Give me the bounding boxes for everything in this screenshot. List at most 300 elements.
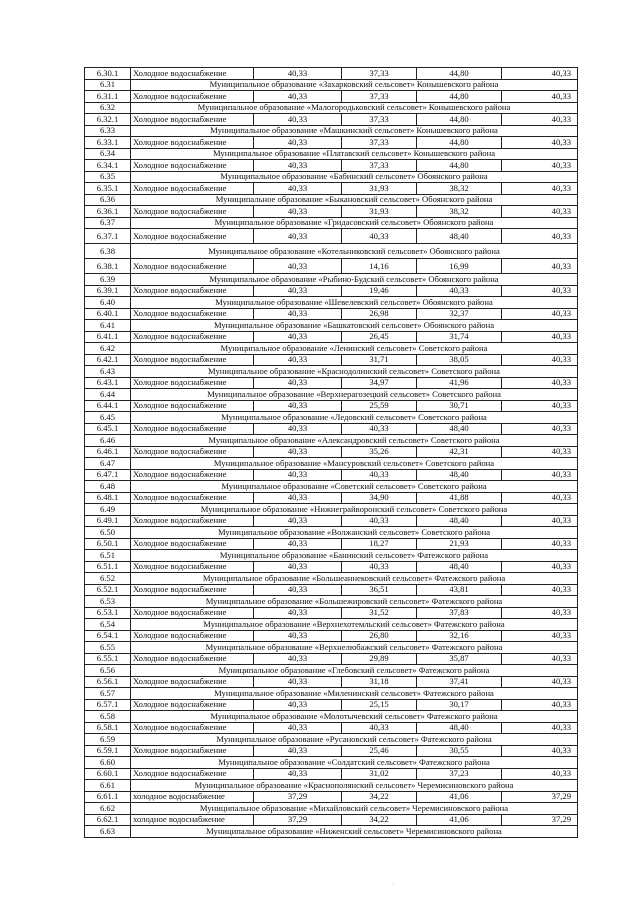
- tariff-row: [85, 538, 578, 550]
- tariff-value-2: 26,45: [342, 331, 417, 343]
- tariff-row: [85, 584, 578, 596]
- service-label: Холодное водоснабжение: [131, 653, 254, 665]
- tariff-value-3: 44,80: [417, 160, 502, 172]
- row-number: 6.55: [85, 642, 131, 654]
- municipality-title: Муниципальное образование «Бабинский сельсовет» Обоянского района: [131, 171, 578, 183]
- tariff-value-4: 40,33: [502, 400, 578, 412]
- service-label: Холодное водоснабжение: [131, 183, 254, 195]
- tariff-value-2: 35,26: [342, 446, 417, 458]
- tariff-value-3: 37,41: [417, 676, 502, 688]
- tariff-value-2: 31,93: [342, 206, 417, 218]
- row-number: 6.34: [85, 148, 131, 160]
- service-label: Холодное водоснабжение: [131, 331, 254, 343]
- tariff-value-1: 40,33: [254, 768, 342, 780]
- tariff-row: [85, 229, 578, 244]
- municipality-title: Муниципальное образование «Краснодолинский сельсовет» Советского района: [131, 366, 578, 378]
- tariff-row: [85, 515, 578, 527]
- row-number: 6.51.1: [85, 561, 131, 573]
- municipality-title: Муниципальное образование «Советский сельсовет» Советского района: [131, 481, 578, 493]
- municipality-title: Муниципальное образование «Башкатовский сельсовет» Обоянского района: [131, 320, 578, 332]
- service-label: Холодное водоснабжение: [131, 114, 254, 126]
- tariff-row: [85, 331, 578, 343]
- row-number: 6.49: [85, 504, 131, 516]
- row-number: 6.38: [85, 244, 131, 259]
- municipality-title: Муниципальное образование «Верхнехотемльский сельсовет» Фатежского района: [131, 619, 578, 631]
- tariff-value-3: 16,99: [417, 259, 502, 274]
- municipality-header-row: [85, 619, 578, 631]
- municipality-header-row: [85, 194, 578, 206]
- tariff-value-2: 37,33: [342, 160, 417, 172]
- service-label: Холодное водоснабжение: [131, 423, 254, 435]
- tariff-value-3: 41,88: [417, 492, 502, 504]
- tariff-value-2: 37,33: [342, 91, 417, 103]
- municipality-title: Муниципальное образование «Верхнерагозецкий сельсовет» Советского района: [131, 389, 578, 401]
- row-number: 6.58: [85, 711, 131, 723]
- tariff-value-1: 40,33: [254, 137, 342, 149]
- municipality-header-row: [85, 527, 578, 539]
- service-label: Холодное водоснабжение: [131, 259, 254, 274]
- tariff-value-1: 40,33: [254, 515, 342, 527]
- service-label: Холодное водоснабжение: [131, 722, 254, 734]
- tariff-value-1: 40,33: [254, 423, 342, 435]
- tariff-value-1: 40,33: [254, 630, 342, 642]
- tariff-row: [85, 400, 578, 412]
- tariff-value-1: 40,33: [254, 469, 342, 481]
- row-number: 6.62.1: [85, 814, 131, 826]
- service-label: холодное водоснабжение: [131, 814, 254, 826]
- row-number: 6.41: [85, 320, 131, 332]
- tariff-value-3: 41,06: [417, 791, 502, 803]
- row-number: 6.35: [85, 171, 131, 183]
- service-label: Холодное водоснабжение: [131, 492, 254, 504]
- tariff-row: [85, 183, 578, 195]
- municipality-title: Муниципальное образование «Молотычевский сельсовет» Фатежского района: [131, 711, 578, 723]
- municipality-header-row: [85, 642, 578, 654]
- municipality-header-row: [85, 217, 578, 229]
- municipality-title: Муниципальное образование «Солдатский сельсовет» Фатежского района: [131, 757, 578, 769]
- tariff-value-2: 25,15: [342, 699, 417, 711]
- row-number: 6.42.1: [85, 354, 131, 366]
- tariff-value-1: 40,33: [254, 722, 342, 734]
- tariff-value-4: 40,33: [502, 584, 578, 596]
- municipality-title: Муниципальное образование «Рыбино-Будский сельсовет» Обоянского района: [131, 274, 578, 286]
- tariff-value-2: 31,18: [342, 676, 417, 688]
- tariff-row: [85, 308, 578, 320]
- tariff-value-2: 37,33: [342, 137, 417, 149]
- tariff-value-4: 40,33: [502, 768, 578, 780]
- row-number: 6.38.1: [85, 259, 131, 274]
- tariff-value-1: 40,33: [254, 285, 342, 297]
- service-label: Холодное водоснабжение: [131, 68, 254, 80]
- tariff-value-1: 40,33: [254, 331, 342, 343]
- tariff-value-2: 31,93: [342, 183, 417, 195]
- service-label: Холодное водоснабжение: [131, 446, 254, 458]
- tariff-value-2: 34,22: [342, 814, 417, 826]
- tariff-value-4: 40,33: [502, 206, 578, 218]
- tariff-row: [85, 114, 578, 126]
- tariff-value-1: 40,33: [254, 308, 342, 320]
- tariff-value-2: 19,46: [342, 285, 417, 297]
- service-label: Холодное водоснабжение: [131, 561, 254, 573]
- tariff-value-2: 34,90: [342, 492, 417, 504]
- tariff-value-4: 37,29: [502, 814, 578, 826]
- tariff-value-1: 37,29: [254, 814, 342, 826]
- tariff-value-1: 40,33: [254, 114, 342, 126]
- tariff-value-4: 40,33: [502, 446, 578, 458]
- service-label: Холодное водоснабжение: [131, 538, 254, 550]
- municipality-header-row: [85, 389, 578, 401]
- municipality-title: Муниципальное образование «Малогородьковский сельсовет» Конышевского района: [131, 102, 578, 114]
- row-number: 6.31: [85, 79, 131, 91]
- tariff-row: [85, 377, 578, 389]
- municipality-title: Муниципальное образование «Глебовский сельсовет» Фатежского района: [131, 665, 578, 677]
- tariff-value-4: 40,33: [502, 354, 578, 366]
- row-number: 6.55.1: [85, 653, 131, 665]
- municipality-header-row: [85, 550, 578, 562]
- municipality-header-row: [85, 102, 578, 114]
- tariff-value-4: 40,33: [502, 229, 578, 244]
- tariff-value-1: 40,33: [254, 699, 342, 711]
- tariff-value-2: 34,22: [342, 791, 417, 803]
- tariff-value-3: 43,81: [417, 584, 502, 596]
- tariff-value-4: 40,33: [502, 377, 578, 389]
- service-label: Холодное водоснабжение: [131, 745, 254, 757]
- tariff-row: [85, 791, 578, 803]
- municipality-title: Муниципальное образование «Волжанский сельсовет» Советского района: [131, 527, 578, 539]
- tariff-value-2: 26,80: [342, 630, 417, 642]
- tariff-value-1: 40,33: [254, 538, 342, 550]
- tariff-value-2: 40,33: [342, 469, 417, 481]
- municipality-header-row: [85, 343, 578, 355]
- municipality-title: Муниципальное образование «Гридасовский сельсовет» Обоянского района: [131, 217, 578, 229]
- tariff-value-1: 40,33: [254, 91, 342, 103]
- row-number: 6.56: [85, 665, 131, 677]
- tariff-value-4: 40,33: [502, 469, 578, 481]
- tariff-value-4: 40,33: [502, 653, 578, 665]
- row-number: 6.53.1: [85, 607, 131, 619]
- tariff-row: [85, 354, 578, 366]
- tariff-value-2: 18,27: [342, 538, 417, 550]
- tariff-value-2: 31,02: [342, 768, 417, 780]
- tariff-value-3: 38,05: [417, 354, 502, 366]
- row-number: 6.30.1: [85, 68, 131, 80]
- row-number: 6.32.1: [85, 114, 131, 126]
- tariff-value-3: 32,16: [417, 630, 502, 642]
- tariff-value-2: 37,33: [342, 68, 417, 80]
- municipality-header-row: [85, 757, 578, 769]
- tariff-value-3: 41,96: [417, 377, 502, 389]
- row-number: 6.33.1: [85, 137, 131, 149]
- municipality-header-row: [85, 826, 578, 838]
- row-number: 6.61: [85, 780, 131, 792]
- row-number: 6.37.1: [85, 229, 131, 244]
- service-label: Холодное водоснабжение: [131, 160, 254, 172]
- service-label: Холодное водоснабжение: [131, 630, 254, 642]
- municipality-header-row: [85, 458, 578, 470]
- row-number: 6.45: [85, 412, 131, 424]
- tariff-value-4: 40,33: [502, 91, 578, 103]
- tariff-value-4: 40,33: [502, 676, 578, 688]
- tariff-value-3: 48,40: [417, 423, 502, 435]
- tariff-value-1: 40,33: [254, 607, 342, 619]
- tariff-value-2: 31,71: [342, 354, 417, 366]
- tariff-value-1: 40,33: [254, 400, 342, 412]
- row-number: 6.51: [85, 550, 131, 562]
- tariff-row: [85, 469, 578, 481]
- row-number: 6.47.1: [85, 469, 131, 481]
- scan-mark: ·: [392, 880, 395, 888]
- row-number: 6.58.1: [85, 722, 131, 734]
- tariff-value-1: 40,33: [254, 561, 342, 573]
- service-label: Холодное водоснабжение: [131, 768, 254, 780]
- service-label: Холодное водоснабжение: [131, 206, 254, 218]
- municipality-header-row: [85, 780, 578, 792]
- tariff-row: [85, 160, 578, 172]
- tariff-value-1: 40,33: [254, 584, 342, 596]
- municipality-title: Муниципальное образование «Михайловский сельсовет» Черемисиновского района: [131, 803, 578, 815]
- municipality-header-row: [85, 688, 578, 700]
- tariff-row: [85, 68, 578, 80]
- tariff-value-2: 40,33: [342, 722, 417, 734]
- tariff-value-4: 40,33: [502, 423, 578, 435]
- row-number: 6.31.1: [85, 91, 131, 103]
- row-number: 6.57.1: [85, 699, 131, 711]
- row-number: 6.59: [85, 734, 131, 746]
- row-number: 6.35.1: [85, 183, 131, 195]
- row-number: 6.40: [85, 297, 131, 309]
- tariff-row: [85, 607, 578, 619]
- municipality-header-row: [85, 573, 578, 585]
- tariff-value-2: 34,97: [342, 377, 417, 389]
- tariff-table: [84, 67, 578, 838]
- municipality-header-row: [85, 171, 578, 183]
- tariff-value-2: 40,33: [342, 515, 417, 527]
- service-label: Холодное водоснабжение: [131, 515, 254, 527]
- tariff-value-4: 40,33: [502, 114, 578, 126]
- row-number: 6.43: [85, 366, 131, 378]
- municipality-header-row: [85, 320, 578, 332]
- tariff-row: [85, 91, 578, 103]
- row-number: 6.40.1: [85, 308, 131, 320]
- row-number: 6.45.1: [85, 423, 131, 435]
- tariff-row: [85, 206, 578, 218]
- municipality-title: Муниципальное образование «Большеаннековский сельсовет» Фатежского района: [131, 573, 578, 585]
- municipality-title: Муниципальное образование «Миленинский сельсовет» Фатежского района: [131, 688, 578, 700]
- tariff-value-4: 40,33: [502, 68, 578, 80]
- tariff-row: [85, 699, 578, 711]
- tariff-value-4: 40,33: [502, 285, 578, 297]
- municipality-title: Муниципальное образование «Банинский сельсовет» Фатежского района: [131, 550, 578, 562]
- row-number: 6.43.1: [85, 377, 131, 389]
- row-number: 6.59.1: [85, 745, 131, 757]
- tariff-value-1: 40,33: [254, 653, 342, 665]
- municipality-header-row: [85, 412, 578, 424]
- tariff-value-1: 40,33: [254, 68, 342, 80]
- tariff-row: [85, 745, 578, 757]
- tariff-value-3: 44,80: [417, 68, 502, 80]
- tariff-value-2: 40,33: [342, 423, 417, 435]
- municipality-title: Муниципальное образование «Котельниковский сельсовет» Обоянского района: [131, 244, 578, 259]
- tariff-value-2: 25,46: [342, 745, 417, 757]
- row-number: 6.52: [85, 573, 131, 585]
- row-number: 6.39: [85, 274, 131, 286]
- tariff-value-3: 30,55: [417, 745, 502, 757]
- tariff-value-1: 40,33: [254, 160, 342, 172]
- municipality-header-row: [85, 125, 578, 137]
- tariff-value-2: 14,16: [342, 259, 417, 274]
- tariff-value-2: 26,98: [342, 308, 417, 320]
- service-label: Холодное водоснабжение: [131, 354, 254, 366]
- tariff-value-3: 44,80: [417, 114, 502, 126]
- tariff-value-4: 37,29: [502, 791, 578, 803]
- row-number: 6.42: [85, 343, 131, 355]
- municipality-title: Муниципальное образование «Мансуровский сельсовет» Советского района: [131, 458, 578, 470]
- tariff-value-2: 37,33: [342, 114, 417, 126]
- tariff-value-4: 40,33: [502, 538, 578, 550]
- tariff-row: [85, 630, 578, 642]
- tariff-row: [85, 259, 578, 274]
- row-number: 6.34.1: [85, 160, 131, 172]
- municipality-title: Муниципальное образование «Ленинский сельсовет» Советского района: [131, 343, 578, 355]
- row-number: 6.61.1: [85, 791, 131, 803]
- row-number: 6.53: [85, 596, 131, 608]
- tariff-value-2: 29,89: [342, 653, 417, 665]
- tariff-value-3: 48,40: [417, 722, 502, 734]
- row-number: 6.60.1: [85, 768, 131, 780]
- municipality-header-row: [85, 148, 578, 160]
- municipality-title: Муниципальное образование «Ниженский сельсовет» Черемисиновского района: [131, 826, 578, 838]
- row-number: 6.48.1: [85, 492, 131, 504]
- tariff-value-4: 40,33: [502, 183, 578, 195]
- tariff-value-3: 48,40: [417, 469, 502, 481]
- tariff-value-4: 40,33: [502, 515, 578, 527]
- municipality-header-row: [85, 274, 578, 286]
- tariff-value-1: 40,33: [254, 183, 342, 195]
- row-number: 6.46.1: [85, 446, 131, 458]
- tariff-row: [85, 561, 578, 573]
- tariff-row: [85, 137, 578, 149]
- municipality-header-row: [85, 79, 578, 91]
- row-number: 6.36: [85, 194, 131, 206]
- tariff-row: [85, 446, 578, 458]
- tariff-value-3: 30,71: [417, 400, 502, 412]
- tariff-value-1: 40,33: [254, 676, 342, 688]
- tariff-value-3: 42,31: [417, 446, 502, 458]
- tariff-value-3: 48,40: [417, 229, 502, 244]
- municipality-header-row: [85, 596, 578, 608]
- municipality-title: Муниципальное образование «Краснополянский сельсовет» Черемисиновского района: [131, 780, 578, 792]
- row-number: 6.54: [85, 619, 131, 631]
- municipality-header-row: [85, 734, 578, 746]
- service-label: Холодное водоснабжение: [131, 285, 254, 297]
- municipality-title: Муниципальное образование «Александровский сельсовет» Советского района: [131, 435, 578, 447]
- tariff-value-4: 40,33: [502, 722, 578, 734]
- tariff-value-1: 40,33: [254, 229, 342, 244]
- row-number: 6.44.1: [85, 400, 131, 412]
- service-label: Холодное водоснабжение: [131, 400, 254, 412]
- municipality-header-row: [85, 297, 578, 309]
- tariff-value-1: 40,33: [254, 745, 342, 757]
- tariff-value-3: 38,32: [417, 206, 502, 218]
- row-number: 6.36.1: [85, 206, 131, 218]
- row-number: 6.37: [85, 217, 131, 229]
- municipality-title: Муниципальное образование «Нижнеграйворонский сельсовет» Советского района: [131, 504, 578, 516]
- municipality-header-row: [85, 481, 578, 493]
- tariff-value-3: 48,40: [417, 515, 502, 527]
- tariff-value-1: 40,33: [254, 259, 342, 274]
- tariff-value-1: 40,33: [254, 492, 342, 504]
- row-number: 6.63: [85, 826, 131, 838]
- service-label: Холодное водоснабжение: [131, 584, 254, 596]
- municipality-title: Муниципальное образование «Быкановский сельсовет» Обоянского района: [131, 194, 578, 206]
- municipality-header-row: [85, 435, 578, 447]
- tariff-value-4: 40,33: [502, 137, 578, 149]
- municipality-header-row: [85, 665, 578, 677]
- service-label: Холодное водоснабжение: [131, 229, 254, 244]
- tariff-value-3: 41,06: [417, 814, 502, 826]
- row-number: 6.46: [85, 435, 131, 447]
- row-number: 6.41.1: [85, 331, 131, 343]
- tariff-value-1: 40,33: [254, 206, 342, 218]
- tariff-value-3: 44,80: [417, 91, 502, 103]
- municipality-title: Муниципальное образование «Машкинский сельсовет» Конышевского района: [131, 125, 578, 137]
- tariff-row: [85, 768, 578, 780]
- tariff-value-2: 31,52: [342, 607, 417, 619]
- row-number: 6.57: [85, 688, 131, 700]
- tariff-value-1: 40,33: [254, 377, 342, 389]
- tariff-value-1: 40,33: [254, 446, 342, 458]
- tariff-value-3: 38,32: [417, 183, 502, 195]
- row-number: 6.48: [85, 481, 131, 493]
- tariff-value-4: 40,33: [502, 492, 578, 504]
- tariff-value-3: 37,23: [417, 768, 502, 780]
- municipality-title: Муниципальное образование «Верхнелюбажский сельсовет» Фатежского района: [131, 642, 578, 654]
- tariff-value-1: 40,33: [254, 354, 342, 366]
- tariff-value-1: 37,29: [254, 791, 342, 803]
- tariff-value-4: 40,33: [502, 607, 578, 619]
- municipality-header-row: [85, 711, 578, 723]
- tariff-row: [85, 492, 578, 504]
- municipality-header-row: [85, 366, 578, 378]
- tariff-value-4: 40,33: [502, 160, 578, 172]
- row-number: 6.60: [85, 757, 131, 769]
- municipality-title: Муниципальное образование «Русановский сельсовет» Фатежского района: [131, 734, 578, 746]
- row-number: 6.49.1: [85, 515, 131, 527]
- row-number: 6.54.1: [85, 630, 131, 642]
- tariff-value-3: 44,80: [417, 137, 502, 149]
- service-label: Холодное водоснабжение: [131, 699, 254, 711]
- service-label: Холодное водоснабжение: [131, 676, 254, 688]
- row-number: 6.52.1: [85, 584, 131, 596]
- tariff-value-4: 40,33: [502, 331, 578, 343]
- municipality-title: Муниципальное образование «Платавский сельсовет» Конышевского района: [131, 148, 578, 160]
- service-label: Холодное водоснабжение: [131, 607, 254, 619]
- municipality-title: Муниципальное образование «Ледовский сельсовет» Советского района: [131, 412, 578, 424]
- tariff-value-4: 40,33: [502, 745, 578, 757]
- tariff-value-4: 40,33: [502, 630, 578, 642]
- row-number: 6.56.1: [85, 676, 131, 688]
- row-number: 6.33: [85, 125, 131, 137]
- municipality-title: Муниципальное образование «Захарковский сельсовет» Конышевского района: [131, 79, 578, 91]
- tariff-value-3: 37,83: [417, 607, 502, 619]
- municipality-header-row: [85, 504, 578, 516]
- tariff-row: [85, 285, 578, 297]
- row-number: 6.39.1: [85, 285, 131, 297]
- tariff-value-3: 30,17: [417, 699, 502, 711]
- tariff-value-3: 31,74: [417, 331, 502, 343]
- row-number: 6.50: [85, 527, 131, 539]
- service-label: Холодное водоснабжение: [131, 308, 254, 320]
